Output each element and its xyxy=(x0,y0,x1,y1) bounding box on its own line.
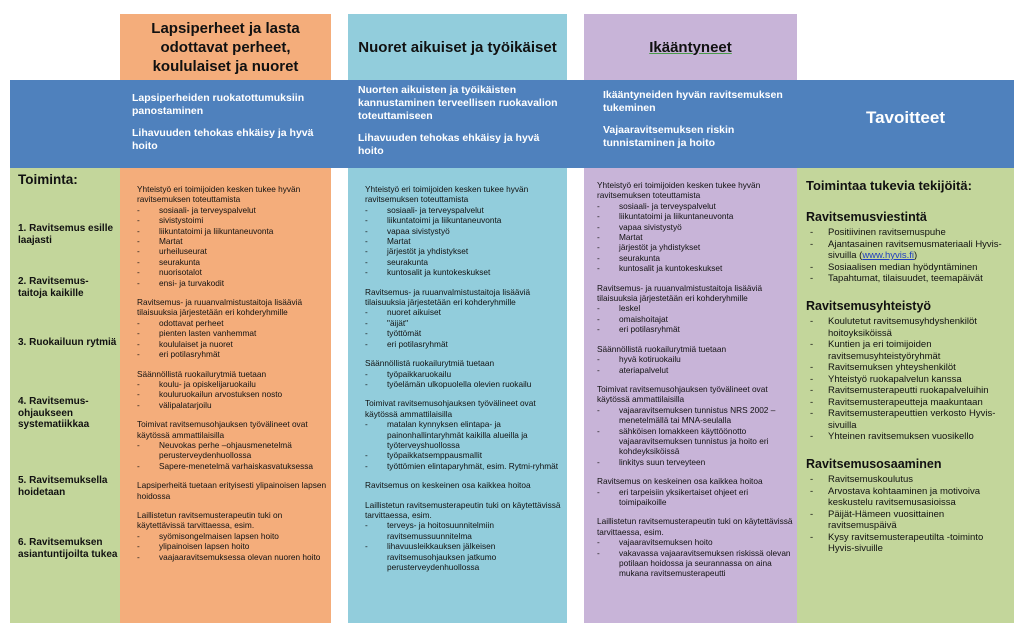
adults-title: Nuoret aikuiset ja työikäiset xyxy=(358,38,557,56)
list-item: - eri potilasryhmät xyxy=(137,349,327,359)
body-section xyxy=(365,358,563,389)
families-header xyxy=(120,14,331,80)
families-title: Lapsiperheet ja lasta odottavat perheet, koululaiset ja nuoret xyxy=(151,19,300,75)
list-item: - vakavassa vajaaravitsemuksen riskissä olevan potilaan hoidossa ja seurannassa on aina mukana ravitsemusterapeutti xyxy=(597,548,793,579)
list-item: - Martat xyxy=(597,232,793,242)
activity-title: Toiminta: xyxy=(18,172,78,187)
group-list xyxy=(806,474,1010,555)
activity-step: 6. Ravitsemuksen asiantuntijoilta tukea xyxy=(18,537,118,560)
section-text: Toimivat ravitsemusohjauksen työvälineet ovat käytössä ammattilaisilla xyxy=(365,398,536,419)
list-item: - liikuntatoimi ja liikuntaneuvonta xyxy=(365,215,563,225)
list-item: - linkitys suun terveyteen xyxy=(597,457,793,467)
section-list xyxy=(137,440,327,471)
list-item: - Ravitsemuskoulutus xyxy=(806,474,1010,486)
list-item: - vapaa sivistystyö xyxy=(597,222,793,232)
group-title: Ravitsemusosaaminen xyxy=(806,456,942,471)
list-item: - syömisongelmaisen lapsen hoito xyxy=(137,531,327,541)
list-item: - ylipainoisen lapsen hoito xyxy=(137,541,327,551)
section-text: Laillistetun ravitsemusterapeutin tuki on käytettävissä tarvittaessa, esim. xyxy=(597,516,793,537)
list-item: - järjestöt ja yhdistykset xyxy=(365,246,563,256)
list-item: - työelämän ulkopuolella olevien ruokailu xyxy=(365,379,563,389)
list-item: - pienten lasten vanhemmat xyxy=(137,328,327,338)
section-list xyxy=(597,405,793,467)
body-section xyxy=(597,283,793,335)
group-title: Ravitsemusyhteistyö xyxy=(806,298,932,313)
list-item: - Positiivinen ravitsemuspuhe xyxy=(806,227,1010,239)
list-item: - terveys- ja hoitosuunnitelmiin ravitsemussuunnitelma xyxy=(365,520,563,541)
list-item: - työpaikkatsemppausmallit xyxy=(365,450,563,460)
adults-body xyxy=(365,184,563,581)
body-section xyxy=(137,184,327,288)
section-text: Toimivat ravitsemusohjauksen työvälineet ovat käytössä ammattilaisilla xyxy=(597,383,768,405)
list-item: - vaajaaravitsemuksessa olevan nuoren hoito xyxy=(137,552,327,562)
group-list xyxy=(806,316,1010,443)
section-list xyxy=(365,520,563,572)
activity-step: 3. Ruokailuun rytmiä xyxy=(18,337,117,348)
body-section xyxy=(365,500,563,573)
section-list xyxy=(365,369,563,390)
section-text: Ravitsemus- ja ruuanvalmistustaitoja lisääviä tilaisuuksia järjestetään eri kohderyhmille xyxy=(137,297,303,318)
list-item: - hyvä kotiruokailu xyxy=(597,354,793,364)
body-section xyxy=(365,480,563,490)
activity-step: 1. Ravitsemus esille laajasti xyxy=(18,223,114,246)
section-text: Lapsiperheitä tuetaan erityisesti ylipainoisen lapsen hoidossa xyxy=(137,480,327,501)
section-text: Yhteistyö eri toimijoiden kesken tukee hyvän ravitsemuksen toteuttamista xyxy=(365,184,529,205)
list-item: - Koulutetut ravitsemusyhdyshenkilöt hoitoyksiköissä xyxy=(806,316,1010,339)
body-section xyxy=(137,419,327,471)
band-goal: Lihavuuden tehokas ehkäisy ja hyvä hoito xyxy=(358,132,540,157)
elderly-title: Ikääntyneet xyxy=(649,38,732,56)
list-item: - matalan kynnyksen elintapa- ja painonhallintaryhmät kaikilla alueilla ja työterveyshuollossa xyxy=(365,419,563,450)
families-body xyxy=(137,184,327,571)
body-section xyxy=(597,516,793,578)
section-list xyxy=(365,205,563,278)
left-activity-column xyxy=(10,168,120,623)
band-goal: Lapsiperheiden ruokatottumuksiin panostaminen xyxy=(132,92,305,117)
section-list xyxy=(137,531,327,562)
list-item: - Kuntien ja eri toimijoiden ravitsemusyhteistyöryhmät xyxy=(806,339,1010,362)
list-item: - Yhteistyö ruokapalvelun kanssa xyxy=(806,374,1010,386)
list-item: - ateriapalvelut xyxy=(597,365,793,375)
body-section xyxy=(597,344,793,375)
list-item: - Kysy ravitsemusterapeutilta -toiminto Hyvis-sivuille xyxy=(806,532,1010,555)
list-item: - Martat xyxy=(365,236,563,246)
list-item: - kuntosalit ja kuntokeskukset xyxy=(365,267,563,277)
section-list xyxy=(597,487,793,508)
list-item: - vajaaravitsemuksen tunnistus NRS 2002 –menetelmällä tai MNA-seulalla xyxy=(597,405,793,426)
list-item: - järjestöt ja yhdistykset xyxy=(597,242,793,252)
list-item: - työttömien elintaparyhmät, esim. Rytmi-ryhmät xyxy=(365,461,563,471)
list-item: - Ravitsemuksen yhteyshenkilöt xyxy=(806,362,1010,374)
right-support-column xyxy=(806,180,1010,565)
activity-step: 5. Ravitsemuksella hoidetaan xyxy=(18,475,108,498)
list-item: - liikuntatoimi ja liikuntaneuvonta xyxy=(137,226,327,236)
body-section xyxy=(597,384,793,467)
body-section xyxy=(597,180,793,274)
list-item: - Ravitsemusterapeutti ruokapalveluihin xyxy=(806,385,1010,397)
list-item: - koululaiset ja nuoret xyxy=(137,339,327,349)
band-goal: Lihavuuden tehokas ehkäisy ja hyvä hoito xyxy=(132,127,314,152)
list-item: - sivistystoimi xyxy=(137,215,327,225)
list-item: - Yhteinen ravitsemuksen vuosikello xyxy=(806,431,1010,443)
list-item: - odottavat perheet xyxy=(137,318,327,328)
band-goal: Ikääntyneiden hyvän ravitsemuksen tukeminen xyxy=(603,89,783,114)
body-section xyxy=(137,297,327,359)
list-item: - Arvostava kohtaaminen ja motivoiva keskustelu ravitsemusasioissa xyxy=(806,486,1010,509)
list-item: - työttömät xyxy=(365,328,563,338)
section-list xyxy=(137,205,327,288)
adults-band-text xyxy=(358,84,563,167)
list-item: - Ajantasainen ravitsemusmateriaali Hyvis-sivuilla (www.hyvis.fi) xyxy=(806,239,1010,262)
list-item: - Sapere-menetelmä varhaiskasvatuksessa xyxy=(137,461,327,471)
body-section xyxy=(137,369,327,411)
section-text: Yhteistyö eri toimijoiden kesken tukee hyvän ravitsemuksen toteuttamista xyxy=(137,184,301,205)
body-section xyxy=(365,184,563,278)
list-item: - seurakunta xyxy=(365,257,563,267)
section-text: Ravitsemus- ja ruuanvalmistustaitoja lisääviä tilaisuuksia järjestetään eri kohderyhmille xyxy=(365,286,531,308)
list-item: - eri tarpeisiin yksikertaiset ohjeet eri toimipaikoille xyxy=(597,487,793,508)
section-text: Ravitsemus on keskeinen osa kaikkea hoitoa xyxy=(597,476,763,487)
support-title: Toimintaa tukevia tekijöitä: xyxy=(806,178,972,193)
list-item: - leskel xyxy=(597,303,793,313)
section-text: Laillistetun ravitsemusterapeutin tuki on käytettävissä tarvittaessa, esim. xyxy=(137,509,283,531)
section-list xyxy=(137,318,327,360)
list-item: - urheiluseurat xyxy=(137,246,327,256)
section-list xyxy=(365,307,563,349)
list-item: - Ravitsemusterapeutteja maakuntaan xyxy=(806,397,1010,409)
section-text: Yhteistyö eri toimijoiden kesken tukee hyvän ravitsemuksen toteuttamista xyxy=(597,180,761,201)
elderly-band-text xyxy=(603,89,788,159)
body-section xyxy=(137,510,327,562)
section-text: Säännöllistä ruokailurytmiä tuetaan xyxy=(365,358,495,369)
list-item: - omaishoitajat xyxy=(597,314,793,324)
list-item: - nuoret aikuiset xyxy=(365,307,563,317)
list-item: - ensi- ja turvakodit xyxy=(137,278,327,288)
families-band-text xyxy=(132,92,327,162)
list-item: - Sosiaalisen median hyödyntäminen xyxy=(806,262,1010,274)
section-text: Säännöllistä ruokailurytmiä tuetaan xyxy=(137,368,267,379)
elderly-header xyxy=(584,14,797,80)
activity-step: 4. Ravitsemus-ohjaukseen systematiikkaa xyxy=(18,396,90,430)
section-list xyxy=(365,419,563,471)
section-list xyxy=(597,354,793,375)
list-item: - vapaa sivistystyö xyxy=(365,226,563,236)
list-item: - kuntosalit ja kuntokeskukset xyxy=(597,263,793,273)
list-item: - Ravitsemusterapeuttien verkosto Hyvis-sivuilla xyxy=(806,408,1010,431)
section-text: Laillistetun ravitsemusterapeutin tuki on käytettävissä tarvittaessa, esim. xyxy=(365,499,561,520)
list-item: - eri potilasryhmät xyxy=(365,339,563,349)
body-section xyxy=(365,287,563,349)
activity-step: 2. Ravitsemus-taitoja kaikille xyxy=(18,276,89,299)
goals-label: Tavoitteet xyxy=(865,108,946,127)
body-section xyxy=(137,480,327,501)
section-list xyxy=(597,303,793,334)
section-text: Ravitsemus on keskeinen osa kaikkea hoitoa xyxy=(365,480,531,491)
section-text: Toimivat ravitsemusohjauksen työvälineet ovat käytössä ammattilaisilla xyxy=(137,419,308,440)
list-item: - liikuntatoimi ja liikuntaneuvonta xyxy=(597,211,793,221)
body-section xyxy=(597,476,793,507)
list-item: - "äijät" xyxy=(365,318,563,328)
list-item: - sosiaali- ja terveyspalvelut xyxy=(365,205,563,215)
band-goal: Nuorten aikuisten ja työikäisten kannustaminen terveellisen ruokavalion toteuttamiseen xyxy=(358,84,558,122)
list-item: - Tapahtumat, tilaisuudet, teemapäivät xyxy=(806,273,1010,285)
section-text: Säännöllistä ruokailurytmiä tuetaan xyxy=(597,343,727,354)
list-item: - vajaaravitsemuksen hoito xyxy=(597,537,793,547)
list-item: - kouluruokailun arvostuksen nosto xyxy=(137,389,327,399)
adults-header xyxy=(348,14,567,80)
section-list xyxy=(597,537,793,579)
list-item: - seurakunta xyxy=(597,253,793,263)
group-list xyxy=(806,227,1010,285)
body-section xyxy=(365,398,563,471)
list-item: - sosiaali- ja terveyspalvelut xyxy=(597,201,793,211)
list-item: - nuorisotalot xyxy=(137,267,327,277)
band-goal: Vajaaravitsemuksen riskin tunnistaminen ja hoito xyxy=(603,124,735,149)
group-title: Ravitsemusviestintä xyxy=(806,209,927,224)
elderly-body xyxy=(597,180,793,588)
list-item: - lihavuusleikkauksen jälkeisen ravitsemusohjauksen jatkumo perusterveydenhuollossa xyxy=(365,541,563,572)
hyvis-link[interactable]: www.hyvis.fi xyxy=(862,250,915,261)
section-list xyxy=(137,379,327,410)
list-item: - sähköisen lomakkeen käyttöönotto vajaaravitsemuksen tunnistus ja hoito eri kohdeyksiköissä xyxy=(597,426,793,457)
list-item: - Päijät-Hämeen vuosittainen ravitsemuspäivä xyxy=(806,509,1010,532)
list-item: - koulu- ja opiskelijaruokailu xyxy=(137,379,327,389)
list-item: - sosiaali- ja terveyspalvelut xyxy=(137,205,327,215)
list-item: - työpaikkaruokailu xyxy=(365,369,563,379)
section-list xyxy=(597,201,793,274)
list-item: - eri potilasryhmät xyxy=(597,324,793,334)
list-item: - Martat xyxy=(137,236,327,246)
list-item: - seurakunta xyxy=(137,257,327,267)
section-text: Ravitsemus- ja ruuanvalmistustaitoja lisääviä tilaisuuksia järjestetään eri kohderyhmille xyxy=(597,282,763,304)
list-item: - Neuvokas perhe –ohjausmenetelmä perusterveydenhuollossa xyxy=(137,440,327,461)
list-item: - välipalatarjoilu xyxy=(137,400,327,410)
